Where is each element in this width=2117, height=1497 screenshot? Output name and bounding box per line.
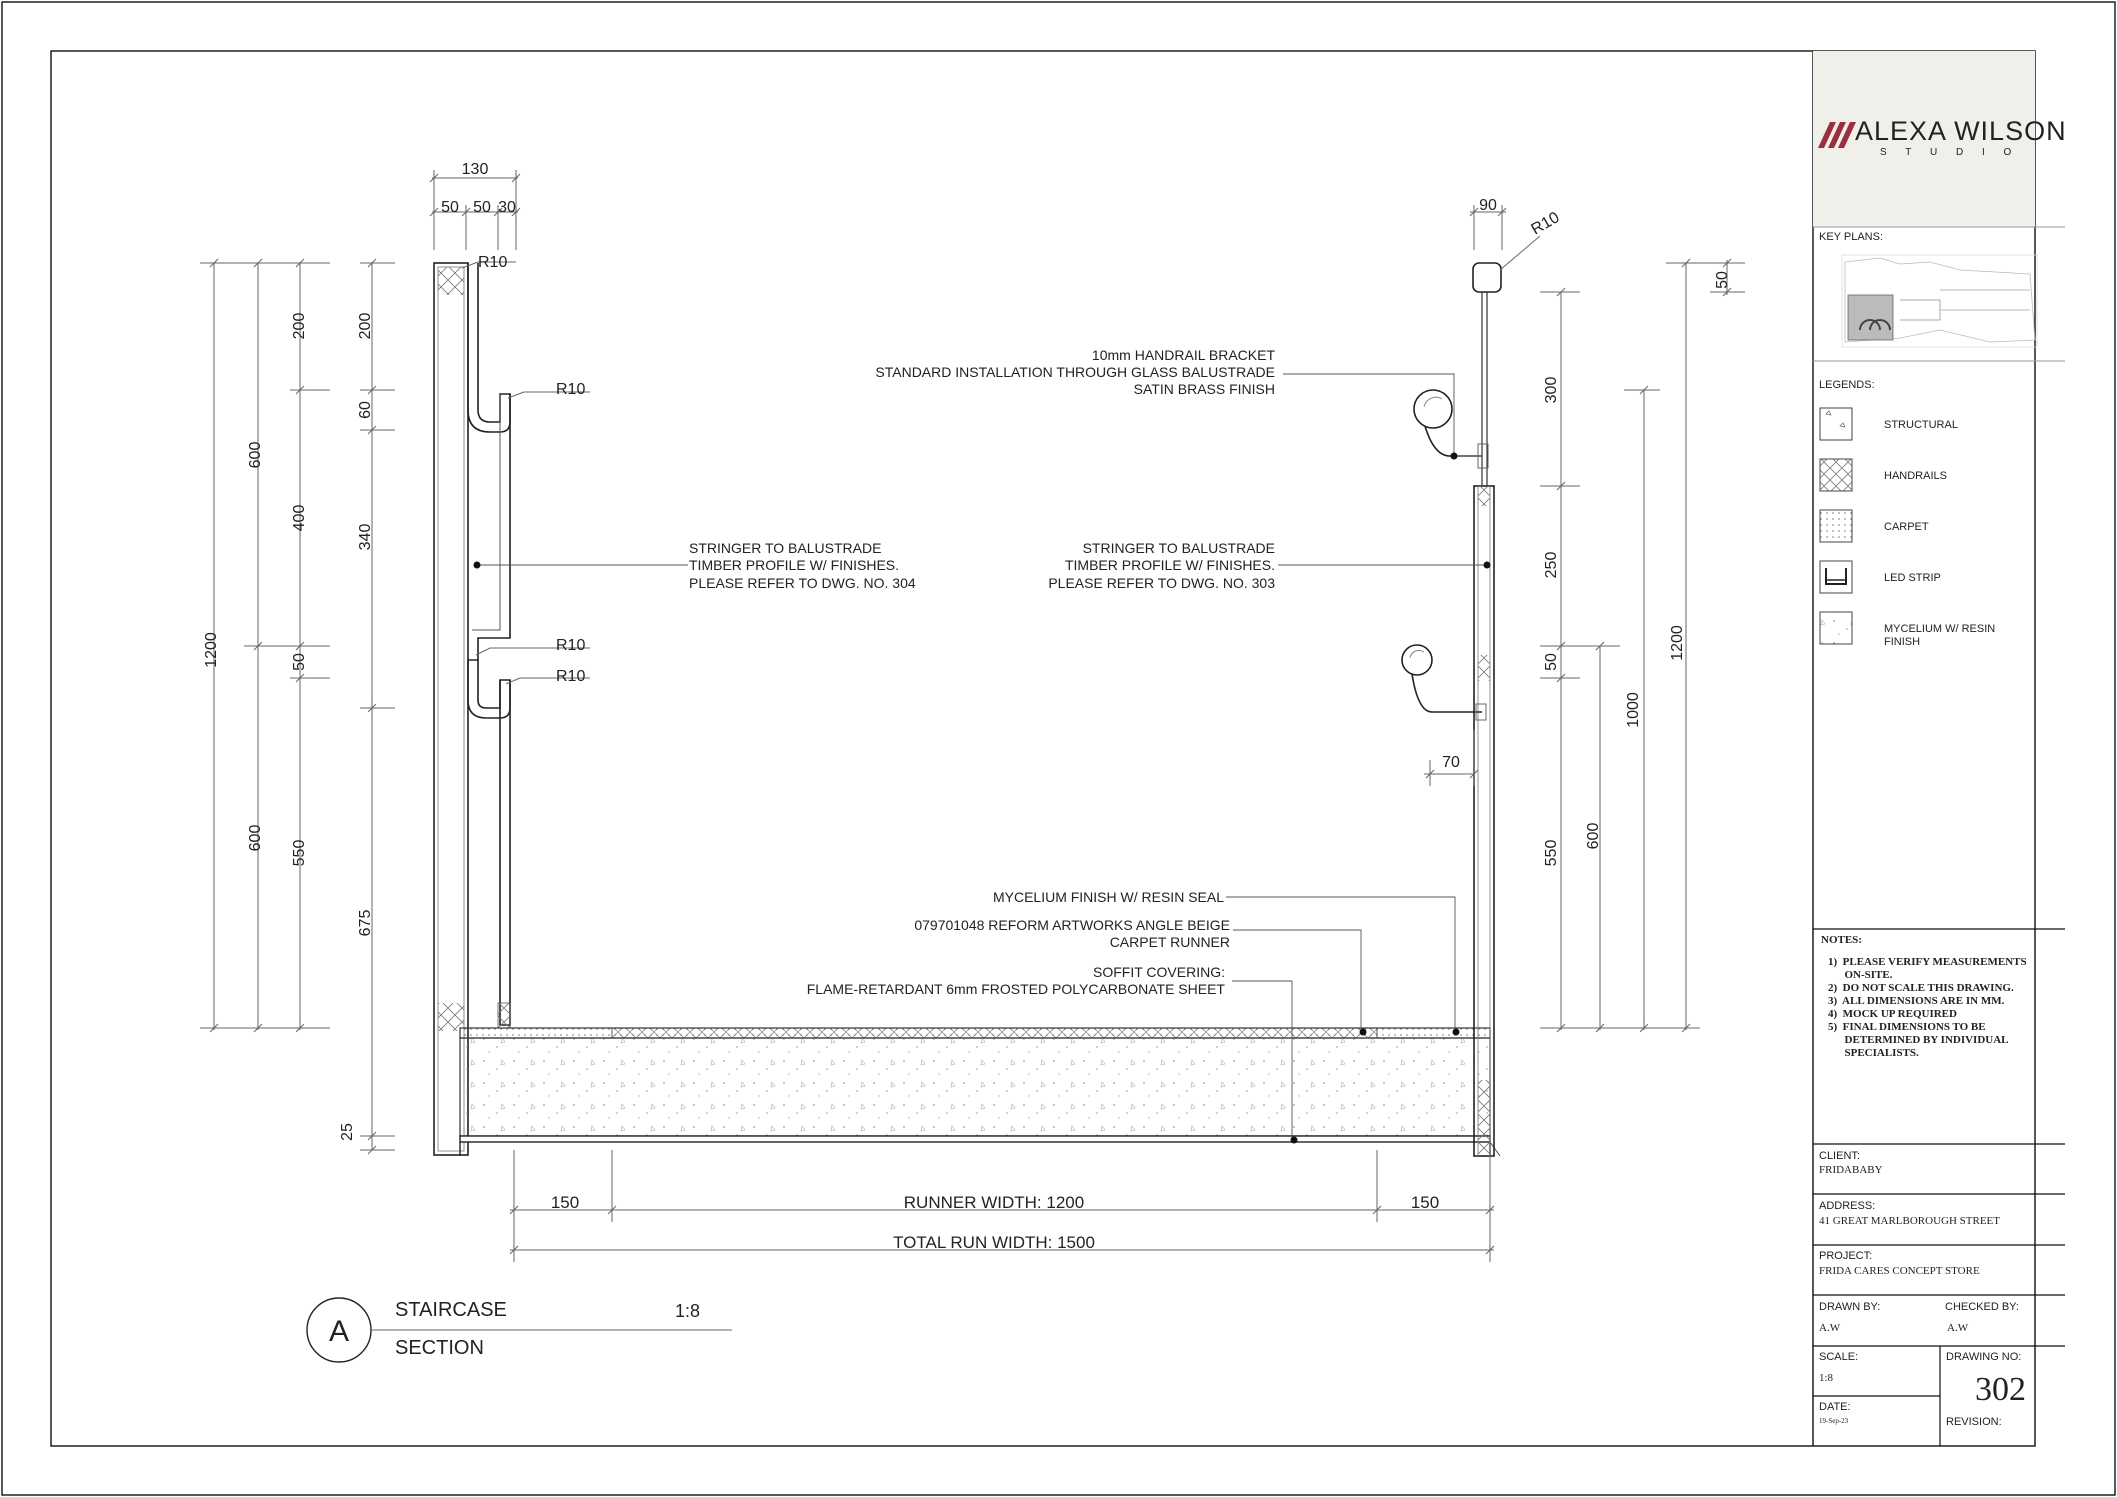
dim-90: 90 (1479, 197, 1497, 214)
svg-text:2) DO NOT SCALE THIS DRAWING.: 2) DO NOT SCALE THIS DRAWING. (1828, 982, 2014, 994)
dim-left-25: 25 (339, 1123, 356, 1141)
legend-handrails (1820, 459, 1947, 491)
svg-text:TIMBER PROFILE W/ FINISHES.: TIMBER PROFILE W/ FINISHES. (1064, 557, 1275, 573)
annotation-mycelium: MYCELIUM FINISH W/ RESIN SEAL (992, 889, 1224, 905)
date-value: 19-Sep-23 (1819, 1417, 1849, 1425)
date-label: DATE: (1819, 1401, 1851, 1413)
dim-left-600a: 600 (247, 441, 264, 469)
annotation-stringer-left (689, 540, 916, 591)
dim-50a: 50 (441, 199, 459, 216)
dimensions-right (1424, 259, 1745, 1032)
drawn-by-value: A.W (1819, 1322, 1841, 1334)
address-label: ADDRESS: (1819, 1200, 1876, 1212)
legend-led-strip (1820, 561, 1941, 593)
handrail-upper (1414, 390, 1452, 428)
annotation-soffit (807, 964, 1226, 997)
drawing-no-value: 302 (1975, 1371, 2026, 1408)
legend-structural (1820, 408, 1958, 440)
handrail-top-cap (1473, 263, 1501, 292)
annotation-bracket (875, 347, 1275, 397)
dim-130: 130 (461, 161, 489, 178)
dim-right-70: 70 (1442, 754, 1460, 771)
right-balustrade (1402, 263, 1501, 1156)
svg-text:SATIN BRASS FINISH: SATIN BRASS FINISH (1133, 381, 1275, 397)
dim-left-400: 400 (291, 504, 308, 532)
dim-left-340: 340 (357, 523, 374, 551)
scale-value: 1:8 (1819, 1372, 1834, 1384)
dim-right-550: 550 (1543, 839, 1560, 867)
dim-right-300: 300 (1543, 376, 1560, 404)
dim-left-60: 60 (357, 401, 374, 419)
key-plans-label: KEY PLANS: (1819, 231, 1883, 243)
svg-text:LED STRIP: LED STRIP (1884, 572, 1941, 584)
title-line-1: STAIRCASE (395, 1299, 507, 1321)
dim-left-200b: 200 (357, 312, 374, 340)
svg-text:3) ALL DIMENSIONS ARE IN MM.: 3) ALL DIMENSIONS ARE IN MM. (1828, 995, 2005, 1007)
svg-text:5) FINAL DIMENSIONS TO BE: 5) FINAL DIMENSIONS TO BE (1828, 1021, 1986, 1033)
svg-text:TIMBER PROFILE W/ FINISHES.: TIMBER PROFILE W/ FINISHES. (689, 557, 900, 573)
dim-left-600b: 600 (247, 824, 264, 852)
dim-50b: 50 (473, 199, 491, 216)
svg-text:MYCELIUM W/ RESIN: MYCELIUM W/ RESIN (1884, 623, 1996, 635)
stair-tread-section (460, 1028, 1500, 1156)
section-letter: A (328, 1315, 350, 1348)
dim-bottom-150a: 150 (550, 1193, 580, 1212)
sheet-border (2, 2, 2115, 1495)
radius-label-2: R10 (556, 381, 586, 398)
revision-label: REVISION: (1946, 1416, 2002, 1428)
key-plan-thumbnail (1842, 255, 2037, 347)
svg-text:SPECIALISTS.: SPECIALISTS. (1828, 1047, 1919, 1059)
dim-left-200a: 200 (291, 312, 308, 340)
left-stringer-profile (434, 263, 510, 1155)
soffit-covering (460, 1136, 1490, 1142)
svg-text:10mm HANDRAIL BRACKET: 10mm HANDRAIL BRACKET (1091, 347, 1275, 363)
radius-label-1: R10 (478, 254, 508, 271)
dim-left-1200: 1200 (203, 632, 220, 668)
notes-label: NOTES: (1821, 934, 1862, 946)
drawn-by-label: DRAWN BY: (1819, 1301, 1881, 1313)
svg-text:DETERMINED BY INDIVIDUAL: DETERMINED BY INDIVIDUAL (1828, 1034, 2009, 1046)
dim-right-250: 250 (1543, 551, 1560, 579)
dim-right-50: 50 (1543, 653, 1560, 671)
svg-text:1) PLEASE VERIFY MEASUREMENTS: 1) PLEASE VERIFY MEASUREMENTS (1828, 956, 2027, 968)
annotation-carpet (914, 917, 1230, 950)
svg-text:079701048 REFORM ARTWORKS ANG: 079701048 REFORM ARTWORKS ANGLE BEIGE (914, 917, 1230, 933)
scale-label: SCALE: (1819, 1351, 1859, 1363)
notes-list (1828, 956, 2027, 1059)
drawing-title (307, 1298, 732, 1362)
dim-left-550: 550 (291, 839, 308, 867)
logo-name: ALEXA WILSON (1855, 116, 2067, 146)
radius-label-4: R10 (556, 668, 586, 685)
title-line-2: SECTION (395, 1337, 484, 1359)
checked-by-value: A.W (1947, 1322, 1969, 1334)
svg-text:STRINGER TO BALUSTRADE: STRINGER TO BALUSTRADE (689, 540, 882, 556)
dim-left-675: 675 (357, 909, 374, 937)
checked-by-label: CHECKED BY: (1945, 1301, 2019, 1313)
project-label: PROJECT: (1819, 1250, 1873, 1262)
dim-right-50top: 50 (1714, 271, 1731, 289)
dimensions-top-right (1470, 205, 1540, 270)
dim-runner-width: RUNNER WIDTH: 1200 (903, 1193, 1085, 1212)
dim-bottom-150b: 150 (1410, 1193, 1440, 1212)
dimensions-left (200, 259, 395, 1154)
dim-30: 30 (498, 199, 516, 216)
dim-right-600: 600 (1585, 822, 1602, 850)
svg-text:CARPET RUNNER: CARPET RUNNER (1109, 934, 1230, 950)
legend-mycelium (1820, 612, 1995, 648)
svg-text:FINISH: FINISH (1884, 636, 1921, 648)
svg-text:SOFFIT COVERING:: SOFFIT COVERING: (1093, 964, 1225, 980)
radius-leaders (462, 262, 590, 684)
svg-text:STANDARD INSTALLATION THROUGH: STANDARD INSTALLATION THROUGH GLASS BALUSTRADE (875, 364, 1275, 380)
radius-label-3: R10 (556, 637, 586, 654)
svg-text:STRINGER TO BALUSTRADE: STRINGER TO BALUSTRADE (1082, 540, 1275, 556)
dim-right-1000: 1000 (1625, 692, 1642, 728)
svg-text:CARPET: CARPET (1884, 521, 1929, 533)
svg-text:ON-SITE.: ON-SITE. (1828, 969, 1893, 981)
svg-text:HANDRAILS: HANDRAILS (1884, 470, 1947, 482)
client-value: FRIDABABY (1819, 1164, 1883, 1176)
title-block (1813, 51, 2067, 1446)
logo-sub: S T U D I O (1880, 147, 2020, 158)
project-value: FRIDA CARES CONCEPT STORE (1819, 1265, 1980, 1277)
legends-label: LEGENDS: (1819, 379, 1875, 391)
dim-left-50: 50 (291, 653, 308, 671)
legend-carpet (1820, 510, 1929, 542)
radius-label-top-right: R10 (1528, 209, 1563, 239)
svg-text:FLAME-RETARDANT 6mm FROSTED PO: FLAME-RETARDANT 6mm FROSTED POLYCARBONATE SHEET (806, 981, 1225, 997)
dim-right-1200: 1200 (1669, 625, 1686, 661)
mycelium-tread (460, 1038, 1490, 1136)
annotation-stringer-right (1048, 540, 1275, 591)
svg-text:PLEASE REFER TO DWG. NO. 303: PLEASE REFER TO DWG. NO. 303 (1048, 575, 1275, 591)
dim-total-run-width: TOTAL RUN WIDTH: 1500 (893, 1233, 1095, 1252)
title-scale: 1:8 (675, 1301, 701, 1321)
svg-text:PLEASE REFER TO DWG. NO. 304: PLEASE REFER TO DWG. NO. 304 (689, 575, 916, 591)
svg-text:STRUCTURAL: STRUCTURAL (1884, 419, 1958, 431)
client-label: CLIENT: (1819, 1150, 1860, 1162)
address-value: 41 GREAT MARLBOROUGH STREET (1819, 1215, 2001, 1227)
handrail-lower (1402, 645, 1432, 675)
annotation-leaders (478, 374, 1487, 1140)
svg-text:4) MOCK UP REQUIRED: 4) MOCK UP REQUIRED (1828, 1008, 1957, 1020)
drawing-no-label: DRAWING NO: (1946, 1351, 2022, 1363)
